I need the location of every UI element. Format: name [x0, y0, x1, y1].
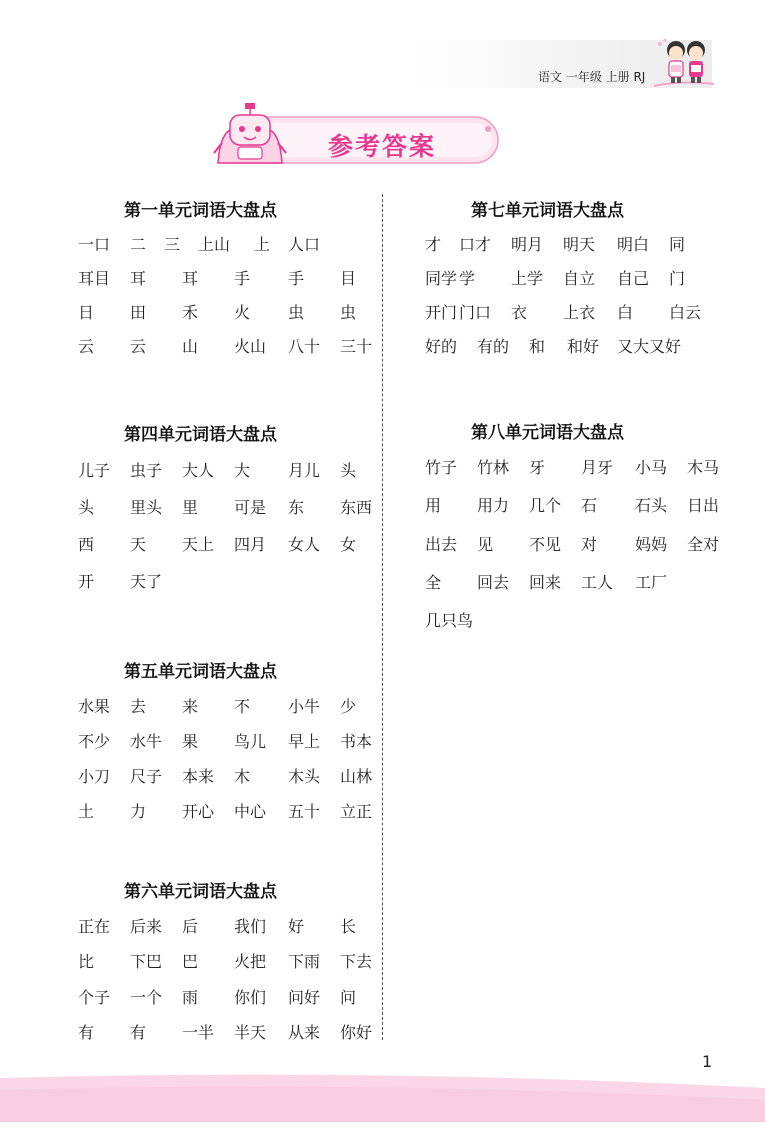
word-item: 不 — [234, 697, 251, 716]
word-item: 手 — [234, 269, 251, 288]
word-item: 中心 — [234, 802, 267, 821]
word-item: 天上 — [182, 535, 215, 554]
word-item: 目 — [340, 269, 357, 288]
word-item: 女人 — [288, 535, 321, 554]
word-item: 里头 — [130, 498, 163, 517]
section-title: 第七单元词语大盘点 — [471, 201, 624, 221]
word-item: 小刀 — [78, 767, 111, 786]
word-item: 水牛 — [130, 732, 163, 751]
section-title: 第五单元词语大盘点 — [124, 662, 277, 682]
word-item: 同 — [669, 235, 686, 254]
word-item: 大人 — [182, 461, 215, 480]
word-item: 月儿 — [288, 461, 321, 480]
word-item: 山林 — [340, 767, 373, 786]
word-item: 女 — [340, 535, 357, 554]
word-item: 用力 — [477, 496, 510, 515]
word-item: 五十 — [288, 802, 321, 821]
word-item: 自己 — [617, 269, 650, 288]
word-item: 白云 — [669, 303, 702, 322]
word-item: 力 — [130, 802, 147, 821]
word-item: 木 — [234, 767, 251, 786]
word-item: 手 — [288, 269, 305, 288]
word-item: 四月 — [234, 535, 267, 554]
word-item: 早上 — [288, 732, 321, 751]
word-item: 才 — [425, 235, 442, 254]
word-item: 立正 — [340, 802, 373, 821]
word-item: 来 — [182, 697, 199, 716]
word-item: 三十 — [340, 337, 373, 356]
word-item: 木马 — [687, 458, 720, 477]
word-item: 日 — [78, 303, 95, 322]
word-item: 从来 — [288, 1023, 321, 1042]
word-item: 学 — [459, 269, 476, 288]
word-item: 问 — [340, 988, 357, 1007]
word-item: 有 — [130, 1023, 147, 1042]
word-item: 全 — [425, 573, 442, 592]
word-item: 二 — [130, 235, 147, 254]
word-item: 人口 — [288, 235, 321, 254]
word-item: 石 — [581, 496, 598, 515]
word-item: 我们 — [234, 917, 267, 936]
word-item: 上 — [254, 235, 271, 254]
page-number: 1 — [702, 1052, 713, 1071]
word-item: 同学 — [425, 269, 458, 288]
word-item: 上山 — [198, 235, 231, 254]
word-item: 小马 — [635, 458, 668, 477]
word-item: 明天 — [563, 235, 596, 254]
word-item: 开 — [78, 572, 95, 591]
word-item: 后来 — [130, 917, 163, 936]
word-item: 西 — [78, 535, 95, 554]
word-item: 回去 — [477, 573, 510, 592]
word-item: 正在 — [78, 917, 111, 936]
word-item: 云 — [78, 337, 95, 356]
word-item: 耳 — [182, 269, 199, 288]
word-item: 个子 — [78, 988, 111, 1007]
word-item: 半天 — [234, 1023, 267, 1042]
word-item: 雨 — [182, 988, 199, 1007]
word-item: 一个 — [130, 988, 163, 1007]
word-item: 竹子 — [425, 458, 458, 477]
word-item: 口才 — [459, 235, 492, 254]
word-item: 云 — [130, 337, 147, 356]
word-item: 长 — [340, 917, 357, 936]
word-item: 鸟儿 — [234, 732, 267, 751]
word-item: 果 — [182, 732, 199, 751]
title-banner — [206, 103, 502, 173]
word-item: 虫子 — [130, 461, 163, 480]
word-item: 儿子 — [78, 461, 111, 480]
word-item: 妈妈 — [635, 535, 668, 554]
word-item: 好 — [288, 917, 305, 936]
word-item: 你好 — [340, 1023, 373, 1042]
word-item: 水果 — [78, 697, 111, 716]
word-item: 火 — [234, 303, 251, 322]
word-item: 木头 — [288, 767, 321, 786]
word-item: 不见 — [529, 535, 562, 554]
word-item: 三 — [164, 235, 181, 254]
word-item: 月牙 — [581, 458, 614, 477]
robot-mascot-icon — [210, 103, 290, 169]
word-item: 日出 — [687, 496, 720, 515]
word-item: 上学 — [511, 269, 544, 288]
word-item: 头 — [78, 498, 95, 517]
word-item: 尺子 — [130, 767, 163, 786]
section-title: 第八单元词语大盘点 — [471, 423, 624, 443]
word-item: 书本 — [340, 732, 373, 751]
header-subject-grade: 语文 一年级 上册 RJ — [538, 70, 646, 84]
word-item: 虫 — [340, 303, 357, 322]
word-item: 天了 — [130, 572, 163, 591]
word-item: 不少 — [78, 732, 111, 751]
word-item: 禾 — [182, 303, 199, 322]
word-item: 东西 — [340, 498, 373, 517]
word-item: 自立 — [563, 269, 596, 288]
word-item: 竹林 — [477, 458, 510, 477]
word-item: 里 — [182, 498, 199, 517]
word-item: 见 — [477, 535, 494, 554]
section-title: 第一单元词语大盘点 — [124, 201, 277, 221]
word-item: 巴 — [182, 952, 199, 971]
word-item: 头 — [340, 461, 357, 480]
word-item: 门口 — [459, 303, 492, 322]
word-item: 下巴 — [130, 952, 163, 971]
word-item: 石头 — [635, 496, 668, 515]
word-item: 好的 — [425, 337, 458, 356]
word-item: 比 — [78, 952, 95, 971]
page-title: 参考答案 — [328, 132, 437, 161]
word-item: 对 — [581, 535, 598, 554]
word-item: 和好 — [567, 337, 600, 356]
word-item: 上衣 — [563, 303, 596, 322]
section-title: 第六单元词语大盘点 — [124, 882, 277, 902]
word-item: 出去 — [425, 535, 458, 554]
word-item: 东 — [288, 498, 305, 517]
word-item: 小牛 — [288, 697, 321, 716]
word-item: 和 — [529, 337, 546, 356]
word-item: 后 — [182, 917, 199, 936]
word-item: 问好 — [288, 988, 321, 1007]
footer-band — [0, 1068, 765, 1122]
word-item: 回来 — [529, 573, 562, 592]
word-item: 用 — [425, 496, 442, 515]
word-item: 可是 — [234, 498, 267, 517]
word-item: 几个 — [529, 496, 562, 515]
word-item: 土 — [78, 802, 95, 821]
section-title: 第四单元词语大盘点 — [124, 425, 277, 445]
word-item: 山 — [182, 337, 199, 356]
word-item: 田 — [130, 303, 147, 322]
word-item: 几只鸟 — [425, 611, 474, 630]
word-item: 下雨 — [288, 952, 321, 971]
word-item: 去 — [130, 697, 147, 716]
word-item: 耳目 — [78, 269, 111, 288]
word-item: 一半 — [182, 1023, 215, 1042]
word-item: 牙 — [529, 458, 546, 477]
column-divider — [382, 194, 383, 1040]
word-item: 明月 — [511, 235, 544, 254]
word-item: 一口 — [78, 235, 111, 254]
word-item: 有的 — [477, 337, 510, 356]
word-item: 下去 — [340, 952, 373, 971]
word-item: 工厂 — [635, 573, 668, 592]
word-item: 开门 — [425, 303, 458, 322]
word-item: 你们 — [234, 988, 267, 1007]
word-item: 本来 — [182, 767, 215, 786]
word-item: 工人 — [581, 573, 614, 592]
word-item: 火山 — [234, 337, 267, 356]
word-item: 大 — [234, 461, 251, 480]
word-item: 明白 — [617, 235, 650, 254]
word-item: 火把 — [234, 952, 267, 971]
word-item: 八十 — [288, 337, 321, 356]
word-item: 衣 — [511, 303, 528, 322]
word-item: 虫 — [288, 303, 305, 322]
word-item: 白 — [617, 303, 634, 322]
word-item: 全对 — [687, 535, 720, 554]
word-item: 天 — [130, 535, 147, 554]
word-item: 有 — [78, 1023, 95, 1042]
word-item: 耳 — [130, 269, 147, 288]
word-item: 少 — [340, 697, 357, 716]
word-item: 门 — [669, 269, 686, 288]
word-item: 又大又好 — [617, 337, 682, 356]
two-kids-reading-icon — [652, 34, 716, 92]
word-item: 开心 — [182, 802, 215, 821]
